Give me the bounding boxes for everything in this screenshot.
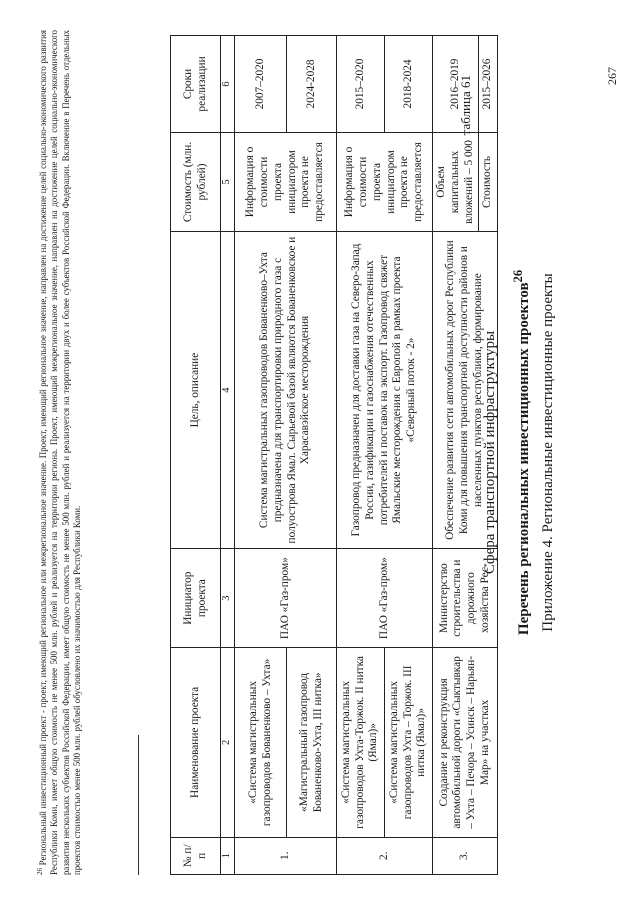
table-row [337,36,385,875]
header-name: Наименование проекта [171,648,221,837]
project-term: 2024-2028 [287,36,337,133]
col-number: 3 [221,549,235,648]
project-cost: Информация о стоимости проекта инициатором проекта не предоставляется [337,132,433,231]
projects-table [170,35,498,875]
project-term: 2018-2024 [385,36,433,133]
footnote [36,30,84,875]
project-name: «Система магистральных газопроводов Ухта – Торжок. III нитка (Ямал)» [385,648,433,837]
col-number: 2 [221,648,235,837]
project-initiator: ПАО «Газ-пром» [337,549,433,648]
column-number-row [221,36,235,875]
project-name: «Магистральный газопровод Бованенково-Ухта, III нитка» [287,648,337,837]
header-no: № п/п [171,837,221,874]
project-name: «Система магистральных газопроводов Бованенково – Ухта» [235,648,287,837]
header-row [171,36,221,875]
project-cost: Стоимость [479,132,498,231]
project-initiator: Министерство строительства и дорожного хозяйства Рес- [433,549,498,648]
footnote-text: Региональный инвестиционный проект - проект, имеющий региональное или межрегиональное значение. Проект, имеющий региональное значение, направлен на достижение целей социально-экономического развития Республики Коми, имеет общую стоимость не менее 500 млн. рублей и реализуется на территории региона. Проект, имеющий межрегиональное значение, направлен на достижение целей социально-экономического развития нескольких субъектов Российской Федерации, имеет общую стоимость не менее 500 млн. рублей и реализуется на территории двух и более субъектов Российской Федерации. Включение в Перечень отдельных проектов стоимостью менее 500 млн. рублей обусловлено их значимостью для Республики Коми. [37,29,83,875]
project-cost: Информация о стоимости проекта инициатором проекта не предоставляется [235,132,337,231]
page-number: 267 [605,67,619,85]
project-goal: Система магистральных газопроводов Бованенково–Ухта предназначена для транспортировки природного газа с полуострова Ямал. Сырьевой базой являются Бованенковское и Харасавэйское месторождения [235,232,337,549]
header-initiator: Инициатор проекта [171,549,221,648]
project-initiator: ПАО «Газ-пром» [235,549,337,648]
project-name: Создание и реконструкция автомобильной дороги «Сыктывкар – Ухта – Печора – Усинск – Нарьян-Мар» на участках [433,648,498,837]
col-number: 1 [221,837,235,874]
project-name: «Система магистральных газопроводов Ухта-Торжок. II нитка (Ямал)» [337,648,385,837]
header-goal: Цель, описание [171,232,221,549]
footnote-mark: 26 [36,868,44,875]
appendix-title: Приложение 4. Региональные инвестиционные проекты [540,273,556,632]
row-number: 3. [433,837,498,874]
project-term: 2016–2019 [433,36,479,133]
section-title: Сфера транспортной инфраструктуры [482,330,498,575]
header-terms: Сроки реализации [171,36,221,133]
row-number: 1. [235,837,337,874]
col-number: 5 [221,132,235,231]
project-term: 2015–2026 [479,36,498,133]
table-label: таблица 61 [458,75,473,136]
project-goal: Обеспечение развития сети автомобильных дорог Республики Коми для повышения транспортной доступности районов и населенных пунктов республики, формирование [433,232,498,549]
project-term: 2015–2020 [337,36,385,133]
list-title: Перечень региональных инвестиционных проектов$^{26}$ [511,269,532,636]
col-number: 6 [221,36,235,133]
project-goal: Газопровод предназначен для доставки газа на Северо-Запад России, газификации и газоснабжения отечественных потребителей и поставок на экспорт. Газопровод свяжет Ямальские месторождения с Европой в рамках проекта «Северный поток - 2» [337,232,433,549]
table-row [433,36,479,875]
col-number: 4 [221,232,235,549]
row-number: 2. [337,837,433,874]
project-cost: Объем капитальных вложений – 5 000 [433,132,479,231]
footnote-divider [138,735,139,875]
header-cost: Стоимость (млн. рублей) [171,132,221,231]
project-term: 2007–2020 [235,36,287,133]
table-row [235,36,287,875]
footnote-ref: 26 [511,269,525,283]
